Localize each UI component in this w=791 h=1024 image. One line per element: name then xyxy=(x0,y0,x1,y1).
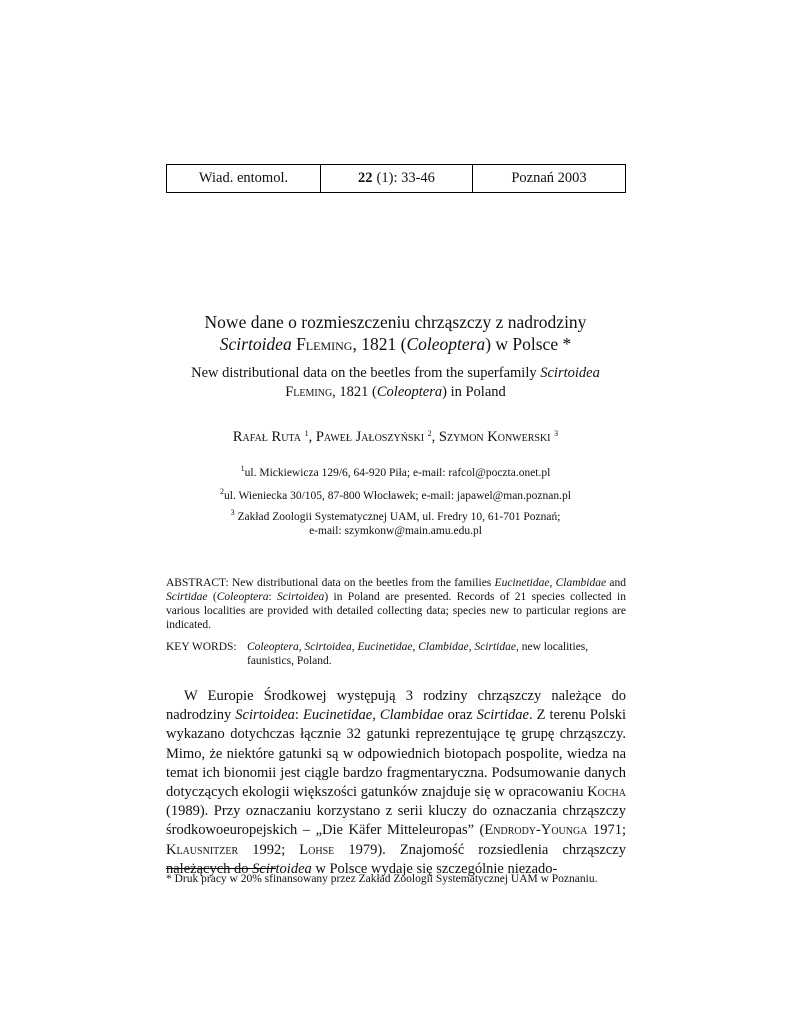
place-year: Poznań 2003 xyxy=(511,170,587,186)
author-last-name: Jałoszyński xyxy=(355,429,425,445)
affiliation-3 xyxy=(0,506,791,538)
author-first-name: Szymon xyxy=(438,429,484,445)
title-english-line2 xyxy=(0,383,791,402)
title-tail: ) w Polsce * xyxy=(485,334,572,354)
abstract-text: New distributional data on the beetles from the families xyxy=(228,577,495,589)
affiliation-email: e-mail: szymkonw@main.amu.edu.pl xyxy=(309,525,482,537)
author-affiliation-mark: 2 xyxy=(427,429,432,438)
title-taxon: Scirtoidea xyxy=(219,334,292,354)
title-en-order: Coleoptera xyxy=(376,384,443,400)
keywords-tail: , new localities, faunistics, Poland. xyxy=(247,641,589,667)
author-affiliation-mark: 3 xyxy=(554,429,559,438)
abstract-text: : xyxy=(268,591,278,603)
cited-author: Endrody-Younga xyxy=(484,822,588,839)
author-last-name: Konwerski xyxy=(487,429,551,445)
footnote: * Druk pracy w 20% sfinansowany przez Zakład Zoologii Systematycznej UAM w Poznaniu. xyxy=(166,873,598,885)
keywords xyxy=(166,640,626,668)
volume-number: 22 xyxy=(358,170,373,186)
footnote-rule xyxy=(166,868,276,869)
abstract-text: , xyxy=(549,577,553,589)
body-span: 1971; xyxy=(587,822,627,839)
abstract-text: ) in Poland are presented. Records of 21 species collected in various localities are provided with detailed collecting data; species new to particular regions are indicated. xyxy=(166,591,626,631)
affiliation-2 xyxy=(0,485,791,503)
keywords-list xyxy=(247,640,626,668)
title-en-year: , 1821 ( xyxy=(332,384,377,400)
abstract-taxon: Scirtidae xyxy=(166,591,208,603)
title-english-line1 xyxy=(0,364,791,383)
abstract-text: ( xyxy=(207,591,217,603)
keyword-separator: , xyxy=(298,641,305,653)
body-span: . Z terenu Polski wykazano dotychczas łącznie 32 gatunki reprezentujące tę grupę chrząszczy. Mimo, że niektóre gatunki są w odpowiednich biotopach pospolite, wiedza na temat ich bionomii jest ciągle bardzo fragmentaryczna. Podsumowanie danych dotyczących ekologii większości gatunków znajduje się w opracowaniu xyxy=(166,707,627,801)
body-taxon: Clambidae xyxy=(379,707,444,724)
abstract-text: and xyxy=(606,577,627,589)
affiliation-text: ul. Wieniecka 30/105, 87-800 Włocławek; e-mail: japawel@man.poznan.pl xyxy=(224,490,571,502)
journal-cell xyxy=(167,165,321,192)
cited-author: Klausnitzer xyxy=(166,841,239,858)
author-first-name: Rafał xyxy=(232,429,268,445)
place-year-cell xyxy=(473,165,625,192)
title-en-tail: ) in Poland xyxy=(442,384,506,400)
cited-author: Lohse xyxy=(299,841,335,858)
title-order: Coleoptera xyxy=(406,334,486,354)
body-taxon: Scirtoidea xyxy=(252,860,312,877)
body-span: : xyxy=(294,707,303,724)
author-list: Rafał Ruta $^1$, Paweł Jałoszyński $^2$, Szymon Konwerski $^3$ xyxy=(232,429,559,445)
title-en-taxon: Scirtoidea xyxy=(540,365,600,381)
keyword: Scirtoidea xyxy=(304,641,352,653)
abstract-taxon: Coleoptera xyxy=(216,591,269,603)
abstract-taxon: Eucinetidae xyxy=(494,577,550,589)
keyword: Scirtidae xyxy=(474,641,516,653)
keywords-label: KEY WORDS: xyxy=(166,641,237,653)
keyword: Clambidae xyxy=(418,641,469,653)
affiliation-1 xyxy=(0,462,791,480)
keyword-separator: , xyxy=(351,641,358,653)
abstract-label: ABSTRACT: xyxy=(166,577,229,589)
keyword: Eucinetidae xyxy=(357,641,413,653)
affiliation-mark: 3 xyxy=(230,508,235,517)
author-affiliation-mark: 1 xyxy=(304,429,309,438)
title-polish xyxy=(0,311,791,355)
volume-cell xyxy=(321,165,473,192)
keyword-separator: , xyxy=(412,641,419,653)
body-span: oraz xyxy=(443,707,477,724)
body-taxon: Eucinetidae xyxy=(302,707,373,724)
journal-name: Wiad. entomol. xyxy=(198,170,289,186)
body-span: , xyxy=(372,707,380,724)
affiliation-text: Zakład Zoologii Systematycznej UAM, ul. Fredry 10, 61-701 Poznań; xyxy=(237,511,561,523)
title-polish-line2 xyxy=(0,333,791,355)
author-last-name: Ruta xyxy=(271,429,301,445)
title-english xyxy=(0,364,791,402)
body-span: w Polsce wydaje się szczególnie niezado- xyxy=(311,860,558,877)
body-span: 1979). Znajomość rozsiedlenia chrząszczy należących do xyxy=(166,841,626,877)
abstract xyxy=(166,576,626,632)
abstract-taxon: Scirtoidea xyxy=(277,591,325,603)
body-span: W Europie Środkowej występują 3 rodziny chrząszczy należące do nadrodziny xyxy=(166,688,626,724)
body-span: 1992; xyxy=(238,841,300,858)
body-taxon: Scirtoidea xyxy=(235,707,295,724)
title-year: , 1821 ( xyxy=(352,334,407,354)
citation-header xyxy=(166,164,626,193)
title-en-taxon-author: Fleming xyxy=(285,384,333,400)
cited-author: Kocha xyxy=(587,784,626,801)
affiliation-mark: 1 xyxy=(240,464,245,473)
title-en-text: New distributional data on the beetles from the superfamily xyxy=(191,365,541,381)
body-text xyxy=(166,687,626,879)
title-taxon-author: Fleming xyxy=(296,334,353,354)
abstract-taxon: Clambidae xyxy=(555,577,607,589)
title-polish-line1: Nowe dane o rozmieszczeniu chrząszczy z nadrodziny xyxy=(204,312,587,332)
author-first-name: Paweł xyxy=(315,429,352,445)
body-taxon: Scirtidae xyxy=(476,707,529,724)
affiliation-mark: 2 xyxy=(220,487,225,496)
keyword-separator: , xyxy=(468,641,475,653)
body-paragraph xyxy=(166,687,626,879)
affiliation-text: ul. Mickiewicza 129/6, 64-920 Piła; e-mail: rafcol@poczta.onet.pl xyxy=(244,467,551,479)
keyword: Coleoptera xyxy=(247,641,299,653)
issue-pages: (1): 33-46 xyxy=(376,170,435,186)
body-span: (1989). Przy oznaczaniu korzystano z serii kluczy do oznaczania chrząszczy środkowoeuropejskich – „Die Käfer Mitteleuropas” ( xyxy=(166,803,626,839)
